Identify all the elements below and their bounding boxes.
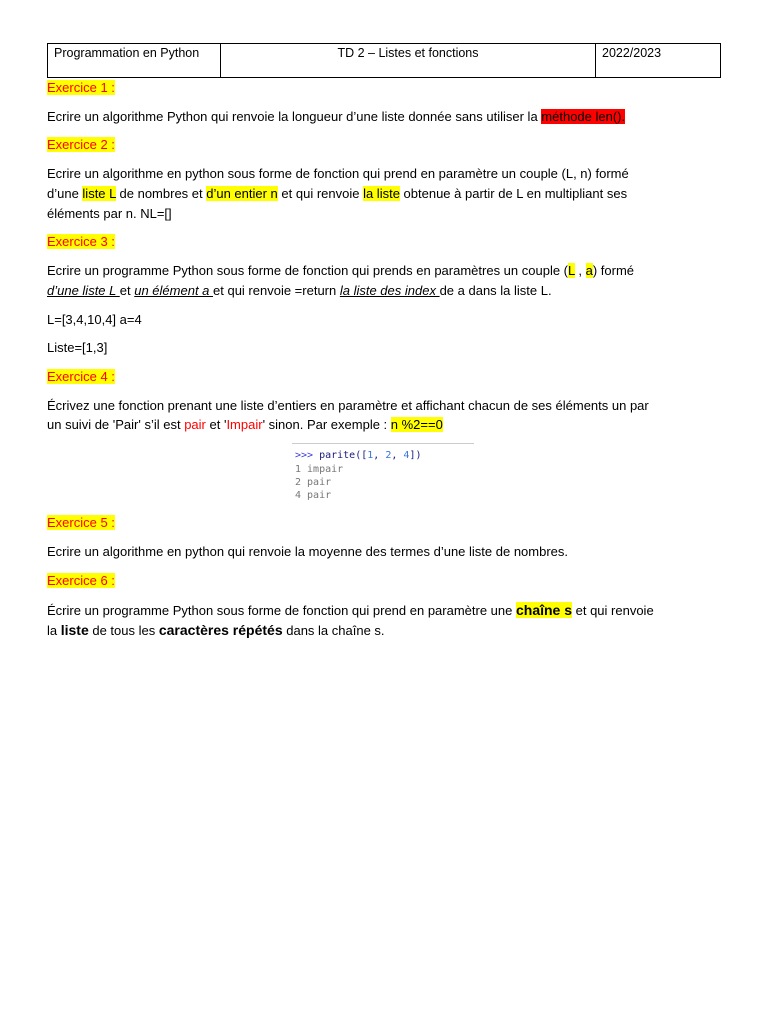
code-input-line: >>> parite([1, 2, 4]) <box>295 450 422 461</box>
exercise-3-example-2: Liste=[1,3] <box>47 340 108 355</box>
len-method-highlight: méthode len(). <box>541 109 626 124</box>
exercise-6-line-1: Écrire un programme Python sous forme de fonction qui prend en paramètre une chaîne s et qui renvoie <box>47 602 654 618</box>
exercise-2-line-3: éléments par n. NL=[] <box>47 206 172 221</box>
exercise-2-title: Exercice 2 : <box>47 137 115 152</box>
exercise-3-example-1: L=[3,4,10,4] a=4 <box>47 312 142 327</box>
code-output-line-2: 2 pair <box>295 477 332 488</box>
exercise-5-title: Exercice 5 : <box>47 515 115 530</box>
code-output-line-1: 1 impair <box>295 464 344 475</box>
code-example <box>292 443 474 504</box>
header-table <box>47 43 721 78</box>
exercise-2-line-1: Ecrire un algorithme en python sous forme de fonction qui prend en paramètre un couple (L, n) formé <box>47 166 629 181</box>
exercise-1-title: Exercice 1 : <box>47 80 115 95</box>
exercise-3-line-1: Ecrire un programme Python sous forme de fonction qui prends en paramètres un couple (L , a) formé <box>47 263 634 278</box>
exercise-3-title: Exercice 3 : <box>47 234 115 249</box>
header-title: TD 2 – Listes et fonctions <box>221 44 596 78</box>
exercise-6-line-2: la liste de tous les caractères répétés dans la chaîne s. <box>47 622 385 638</box>
exercise-5-text: Ecrire un algorithme en python qui renvoie la moyenne des termes d’une liste de nombres. <box>47 544 569 559</box>
header-course: Programmation en Python <box>48 44 221 78</box>
code-output-line-3: 4 pair <box>295 490 332 501</box>
exercise-4-title: Exercice 4 : <box>47 369 115 384</box>
exercise-1-text: Ecrire un algorithme Python qui renvoie la longueur d’une liste donnée sans utiliser la méthode len(). <box>47 109 626 124</box>
exercise-4-line-1: Écrivez une fonction prenant une liste d’entiers en paramètre et affichant chacun de ses éléments un par <box>47 398 649 413</box>
exercise-2-line-2: d’une liste L de nombres et d’un entier n et qui renvoie la liste obtenue à partir de L en multipliant ses <box>47 186 628 201</box>
header-year: 2022/2023 <box>596 44 721 78</box>
exercise-4-line-2: un suivi de 'Pair' s’il est pair et 'Impair' sinon. Par exemple : n %2==0 <box>47 417 443 432</box>
exercise-6-title: Exercice 6 : <box>47 573 115 588</box>
exercise-3-line-2: d’une liste L et un élément a et qui renvoie =return la liste des index de a dans la liste L. <box>47 283 552 298</box>
